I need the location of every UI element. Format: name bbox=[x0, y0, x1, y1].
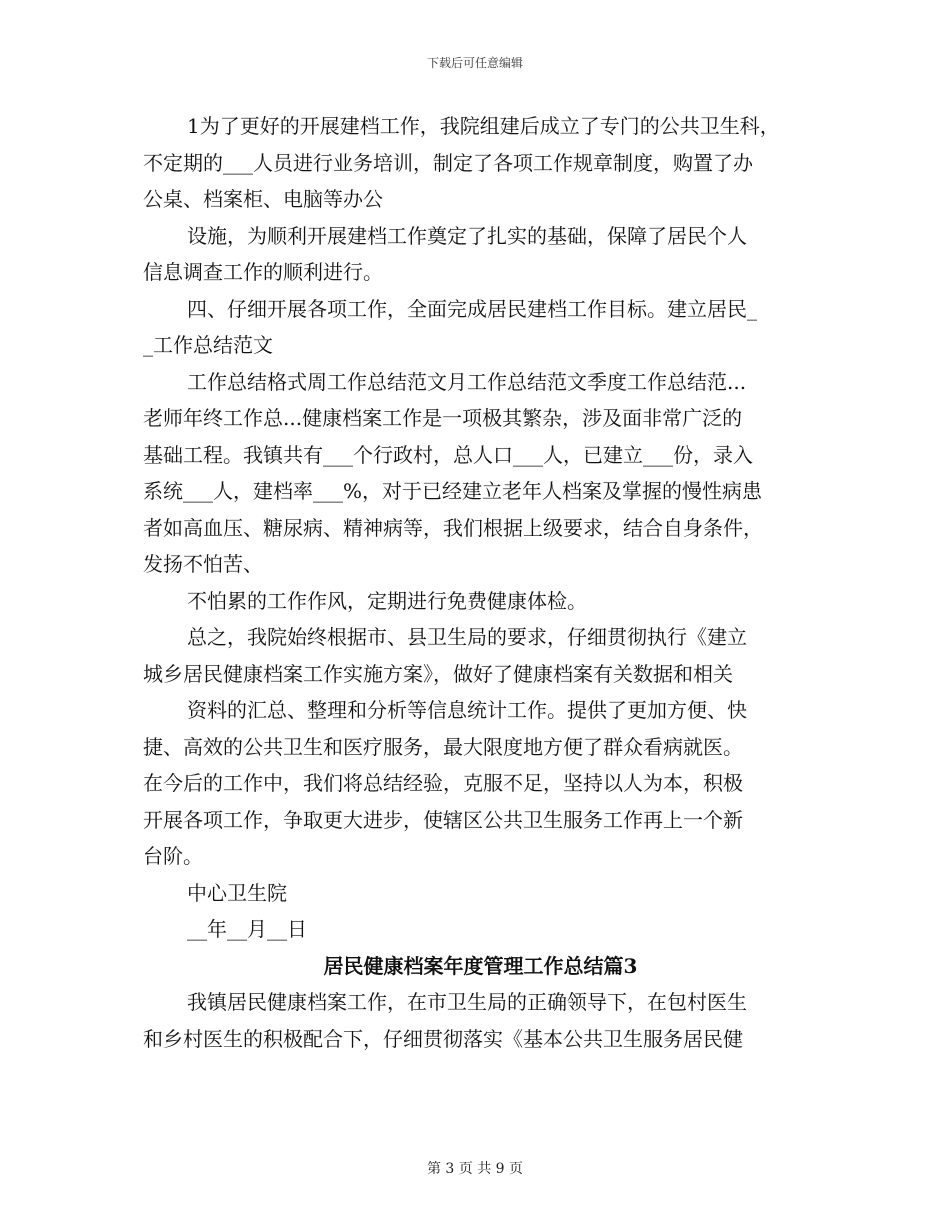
text-line: 四、仔细开展各项工作，全面完成居民建档工作目标。建立居民_ bbox=[187, 296, 757, 321]
text-line: 信息调查工作的顺利进行。 bbox=[143, 260, 383, 284]
text-line: 发扬不怕苦、 bbox=[143, 552, 263, 576]
document-body bbox=[143, 108, 808, 1057]
text-line: 老师年终工作总...健康档案工作是一项极其繁杂，涉及面非常广泛的 bbox=[143, 406, 743, 430]
text-line: 开展各项工作，争取更大进步，使辖区公共卫生服务工作再上一个新 bbox=[143, 807, 743, 832]
text-line: 工作总结格式周工作总结范文月工作总结范文季度工作总结范... bbox=[187, 369, 747, 394]
text-line: 公桌、档案柜、电脑等办公 bbox=[143, 187, 383, 211]
text-line: 城乡居民健康档案工作实施方案》，做好了健康档案有关数据和相关 bbox=[143, 661, 733, 686]
text-line: 基础工程。我镇共有___个行政村，总人口___人，已建立___份，录入 bbox=[143, 442, 753, 467]
text-line: 者如高血压、糖尿病、精神病等，我们根据上级要求，结合自身条件， bbox=[143, 515, 763, 540]
page-header: 下载后可任意编辑 bbox=[426, 56, 523, 70]
text-line: _工作总结范文 bbox=[143, 333, 273, 357]
text-line: 在今后的工作中，我们将总结经验，克服不足，坚持以人为本，积极 bbox=[143, 771, 743, 795]
text-line: 捷、高效的公共卫生和医疗服务，最大限度地方便了群众看病就医。 bbox=[143, 734, 743, 759]
page-footer: 第 3 页 共 9 页 bbox=[426, 1161, 524, 1177]
text-line: 1为了更好的开展建档工作，我院组建后成立了专门的公共卫生科， bbox=[187, 114, 780, 138]
text-line: 系统___人，建档率___%，对于已经建立老年人档案及掌握的慢性病患 bbox=[143, 479, 763, 503]
text-line: 设施，为顺利开展建档工作奠定了扎实的基础，保障了居民个人 bbox=[187, 223, 747, 248]
text-line: 中心卫生院 bbox=[187, 880, 287, 905]
text-line: 和乡村医生的积极配合下，仔细贯彻落实《基本公共卫生服务居民健 bbox=[143, 1026, 743, 1051]
text-line: 不怕累的工作作风，定期进行免费健康体检。 bbox=[187, 588, 587, 613]
text-line: 不定期的___人员进行业务培训，制定了各项工作规章制度，购置了办 bbox=[143, 150, 753, 175]
text-line: __年__月__日 bbox=[187, 917, 307, 941]
text-line: 总之，我院始终根据市、县卫生局的要求，仔细贯彻执行《建立 bbox=[187, 625, 747, 649]
section-title: 居民健康档案年度管理工作总结篇3 bbox=[323, 953, 638, 978]
text-line: 我镇居民健康档案工作，在市卫生局的正确领导下，在包村医生 bbox=[187, 990, 747, 1014]
text-line: 台阶。 bbox=[143, 844, 203, 868]
text-line: 资料的汇总、整理和分析等信息统计工作。提供了更加方便、快 bbox=[187, 698, 747, 722]
